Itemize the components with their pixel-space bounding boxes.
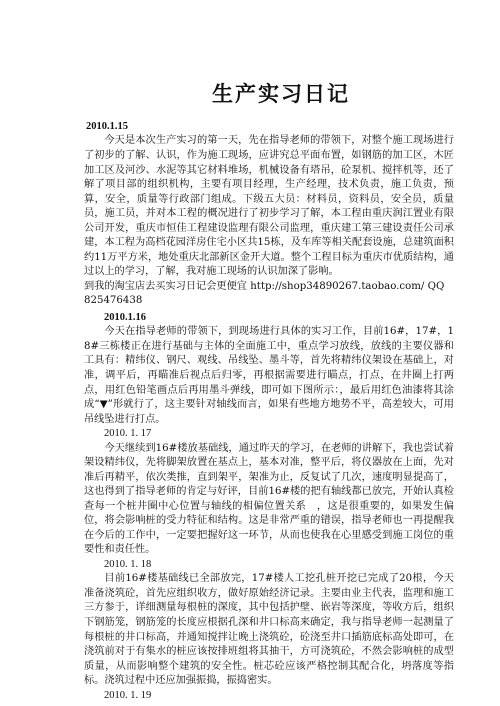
entry-date: 2010.1.16	[104, 311, 146, 323]
entry-paragraph: 目前16#楼基础线已全部放完，17#楼人工挖孔桩开挖已完成了20根，今天准备浇筑砼，首先应组织收方，做好原始经济记录。主要由业主代表，监理和施工三方参于，详细测量每根桩的深度，其中包括护壁、嵌岩等深度，等收方后，组织下钢筋笼，钢筋笼的长度应根据孔深和井口标高来确定，我与指导老师一起测量了每根桩的井口标高，并通知搅拌让晚上浇筑砼，砼浇至井口插筋底标高处即可，在浇筑前对于有集水的桩应该按排班组将其抽干，方可浇筑砼，不然会影响桩的成型质量，从而影响整个建筑的安全性。桩芯砼应该严格控制其配合化，坍落度等指标。浇筑过程中还应加强振捣，振捣密实。	[84, 573, 454, 687]
entry-date: 2010. 1. 17	[104, 428, 152, 440]
shop-link-text: 到我的淘宝店去买实习日记会更便宜 http://shop34890267.taobao.com/ QQ 825476438	[84, 280, 445, 307]
entry-paragraph: 今天是本次生产实习的第一天，先在指导老师的带领下，对整个施工现场进行了初步的了解、认识，作为施工现场，应讲究总平面布置，如钢筋的加工区，木匠加工区及河沙、水泥等其它材料堆场，机械设备有塔吊，砼泵机、搅拌机等，还了解了项目部的组织机构，主要有项目经理，生产经理，技术负责，施工负责，预算，安全，质量等行政部门组成。下级五大员：材料员，资料员，安全员，质量员，施工员，并对本工程的概况进行了初步学习了解，本工程由重庆润江置业有限公司开发，重庆市恒佳工程建设监理有限公司监理，重庆建工第三建设责任公司承建，本工程为高档花园洋房住宅小区共15栋，及车库等相关配套设施，总建筑面积约11万平方米，地处重庆北部新区金开大道。整个工程目标为重庆市优质结构，通过以上的学习，了解，我对施工现场的认识加深了影响。	[84, 135, 454, 278]
document-title: 生产实习日记	[212, 81, 350, 106]
entry-date: 2010.1.15	[86, 121, 128, 132]
entry-date: 2010. 1. 18	[104, 558, 152, 570]
entry-date: 2010. 1. 19	[104, 689, 152, 701]
entry-paragraph: 今天在指导老师的带领下，到现场进行具体的实习工作，目前16#，17#，18#三栋楼正在进行基础与主体的全面施工中，重点学习放线，放线的主要仪器和工具有：精纬仪、钢尺、观线、吊线坠、墨斗等，首先将精纬仪架设在基础上，对准，调平后，再瞄准后视点后归零，再根据需要进行瞄点，打点，在井圈上打两点，用红色铅笔画点后再用墨斗弹线，即可如下图所示：，最后用红色油漆将其涂成“▼”形就行了，这主要针对轴线而言，如果有些地方地势不平，高差较大，可用吊线坠进行打点。	[84, 326, 454, 425]
entry-paragraph: 今天继续到16#楼放基础线，通过昨天的学习，在老师的讲解下，我也尝试着架设精纬仪，先将脚架放置在基点上，基本对准，整平后，将仪器放在上面，先对准后再精平，依次类推，直到架平，架准为止，反复试了几次，速度明显提高了，这也得到了指导老师的肯定与好评，目前16#楼的把有轴线都已放完，开始认真检查每一个桩井圈中心位置与轴线的相偏位置关系 ，这是很重要的，如果发生偏位，将会影响桩的受力特征和结构。这是非常严重的错误，指导老师也一再提醒我在今后的工作中，一定要把握好这一环节，从而也使我在心里感受到施工岗位的重要性和责任性。	[84, 442, 454, 556]
